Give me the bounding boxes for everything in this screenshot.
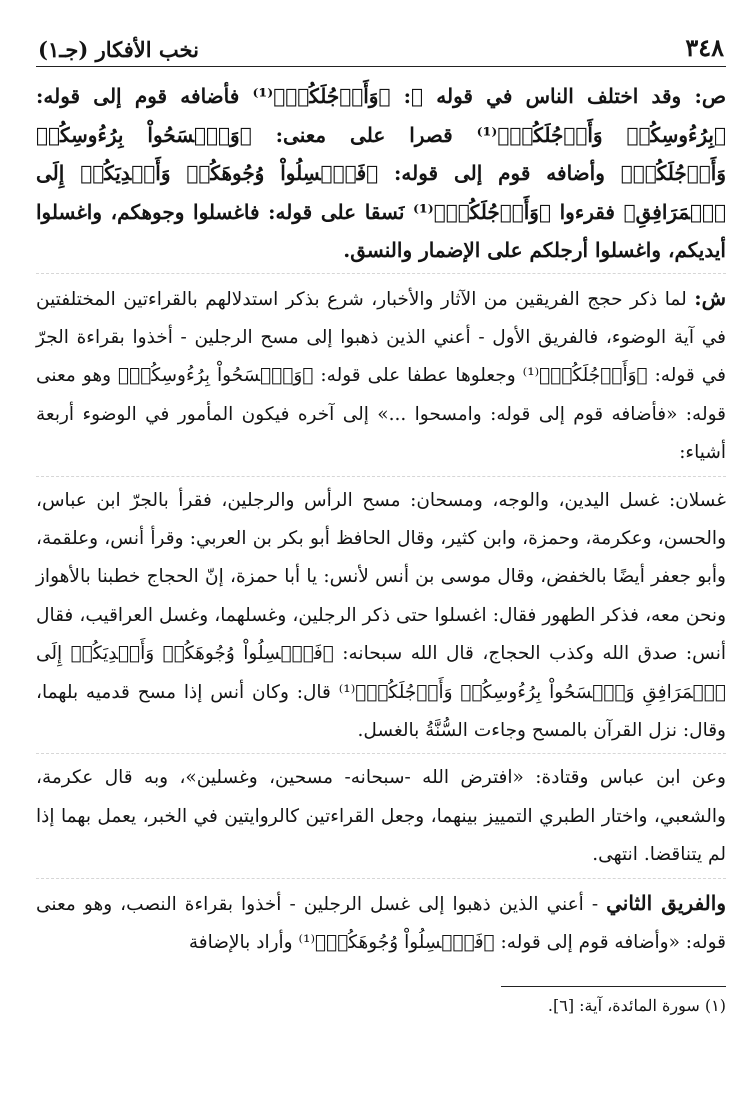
paragraph-text: لما ذكر حجج الفريقين من الآثار والأخبار، شرع بذكر استدلالهم بالقراءتين المختلفتين في آية الوضوء، فالفريق الأول - أعني الذين ذهبوا إلى مسح الرجلين - أخذوا بقراءة الجرّ في قوله: ﴿وَأَرۡجُلَكُمۡ﴾⁽¹⁾ وجعلوها عطفا على قوله: ﴿وَٱمۡسَحُواْ بِرُءُوسِكُمۡ﴾ وهو معنى قوله: «فأضافه قوم إلى قوله: وامسحوا ...» إلى آخره فيكون المأمور في الوضوء أربعة أشياء: (36, 288, 726, 464)
footnote: (١) سورة المائدة، آية: [٦]. (547, 996, 726, 1016)
paragraph-lead: ص: (694, 84, 726, 108)
paragraph-text: غسلان: غسل اليدين، والوجه، ومسحان: مسح الرأس والرجلين، فقرأ بالجرّ ابن عباس، والحسن، وعكرمة، وحمزة، وابن كثير، وقال الحافظ أبو بكر بن العربي: وقرأ أنس، وعلقمة، وأبو جعفر أيضًا بالخفض، وقال موسى بن أنس لأنس: يا أبا حمزة، إنّ الحجاج خطبنا بالأهواز ونحن معه، فذكر الطهور فقال: اغسلوا حتى ذكر الرجلين، وغسلهما، وغسل العراقيب، فقال أنس: صدق الله وكذب الحجاج، قال الله سبحانه: ﴿فَٱغۡسِلُواْ وُجُوهَكُمۡ وَأَيۡدِيَكُمۡ إِلَى ٱلۡمَرَافِقِ وَٱمۡسَحُواْ بِرُءُوسِكُمۡ وَأَرۡجُلَكُمۡ﴾⁽¹⁾ قال: وكان أنس إذا مسح قدميه بلهما، وقال: نزل القرآن بالمسح وجاءت السُّنَّةُ بالغسل. (36, 489, 726, 741)
paragraph-lead: ش: (694, 285, 726, 310)
page-number: ٣٤٨ (685, 33, 724, 62)
paragraph-text: وعن ابن عباس وقتادة: «افترض الله -سبحانه- مسحين، وغسلين»، وبه قال عكرمة، والشعبي، واختار الطبري التمييز بينهما، وجعل القراءتين كالروايتين في الخبر، يعمل بهما إذا لم يتناقضا. انتهى. (36, 767, 726, 866)
paragraph-ibn-abbas (36, 759, 726, 874)
paragraph-sad (36, 77, 726, 270)
paragraph-lead: والفريق الثاني (606, 890, 726, 915)
page-header (36, 28, 726, 67)
section-divider (36, 753, 726, 754)
main-text (36, 77, 726, 962)
paragraph-text: وقد اختلف الناس في قوله ﷺ: ﴿وَأَرۡجُلَكُمۡ﴾⁽¹⁾ فأضافه قوم إلى قوله: ﴿بِرُءُوسِكُمۡ وَأَرۡجُلَكُمۡ﴾⁽¹⁾ قصرا على معنى: ﴿وَٱمۡسَحُواْ بِرُءُوسِكُمۡ وَأَرۡجُلَكُمۡ﴾ وأضافه قوم إلى قوله: ﴿فَٱغۡسِلُواْ وُجُوهَكُمۡ وَأَيۡدِيَكُمۡ إِلَى ٱلۡمَرَافِقِ﴾ فقرءوا ﴿وَأَرۡجُلَكُمۡ﴾⁽¹⁾ نَسقا على قوله: فاغسلوا وجوهكم، واغسلوا أيديكم، واغسلوا أرجلكم على الإضمار والنسق. (36, 84, 726, 262)
book-page (36, 28, 726, 1088)
paragraph-second-group (36, 884, 726, 963)
book-title: نخب الأفكار (جـ١) (38, 37, 199, 62)
footnote-separator (501, 986, 726, 987)
paragraph-text: - أعني الذين ذهبوا إلى غسل الرجلين - أخذوا بقراءة النصب، وهو معنى قوله: «وأضافه قوم إلى قوله: ﴿فَٱغۡسِلُواْ وُجُوهَكُمۡ﴾⁽¹⁾ وأراد بالإضافة (36, 893, 726, 953)
section-divider (36, 878, 726, 879)
paragraph-readings (36, 482, 726, 751)
paragraph-shin (36, 279, 726, 473)
section-divider (36, 273, 726, 274)
section-divider (36, 476, 726, 477)
